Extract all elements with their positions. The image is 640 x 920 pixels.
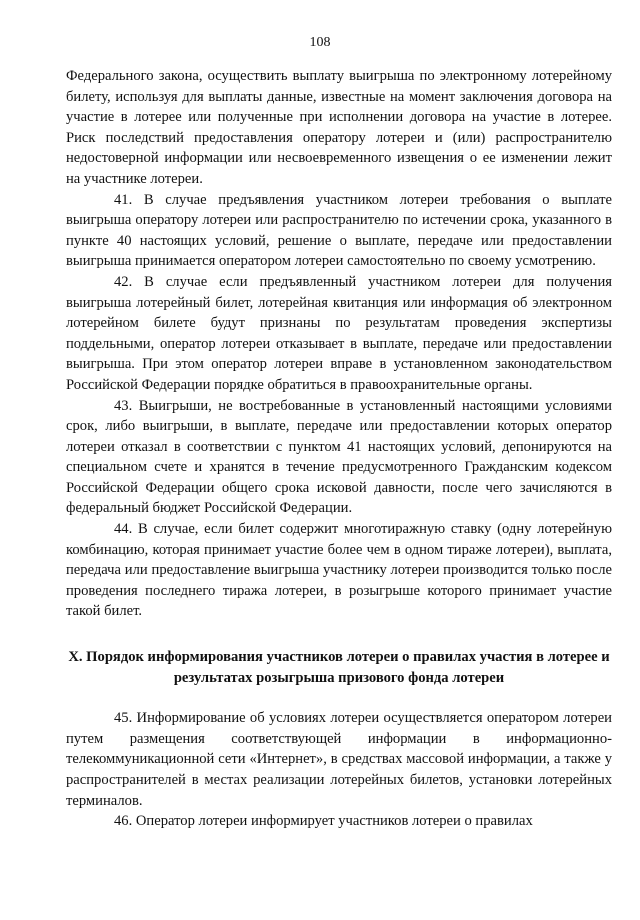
paragraph-41: 41. В случае предъявления участником лотереи требования о выплате выигрыша оператору лотереи или распространителю по истечении срока, указанного в пункте 40 настоящих условий, решение о выплате, передаче или предоставлении выигрыша принимается оператором лотереи самостоятельно по своему усмотрению. [66,191,612,270]
paragraph-continuation: Федерального закона, осуществить выплату выигрыша по электронному лотерейному билету, используя для выплаты данные, известные на момент заключения договора на участие в лотерее или полученные при исполнении договора на участие в лотерее. Риск последствий предоставления оператору лотереи и (или) распространителю недостоверной информации или несвоевременного извещения о ее изменении лежит на участнике лотереи. [66,68,612,187]
page-number: 108 [309,35,331,50]
paragraph-43: 43. Выигрыши, не востребованные в установленный настоящими условиями срок, либо выигрыши, в выплате, передаче или предоставлении которых оператор лотереи отказал в соответствии с пунктом 41 настоящих условий, депонируются на специальном счете и хранятся в течение предусмотренного Гражданским кодексом Российской Федерации общего срока исковой давности, после чего зачисляются в федеральный бюджет Российской Федерации. [66,397,612,517]
paragraph-46: 46. Оператор лотереи информирует участников лотереи о правилах [114,813,533,830]
paragraph-42: 42. В случае если предъявленный участником лотереи для получения выигрыша лотерейный билет, лотерейная квитанция или информация об электронном лотерейном билете будут признаны по результатам проведения экспертизы поддельными, оператор лотереи отказывает в выплате, передаче или предоставлении выигрыша. При этом оператор лотереи вправе в установленном законодательством Российской Федерации порядке обратиться в правоохранительные органы. [66,273,612,393]
paragraph-44: 44. В случае, если билет содержит многотиражную ставку (одну лотерейную комбинацию, которая принимает участие более чем в одном тираже лотереи), выплата, передача или предоставление выигрыша участнику лотереи производится только после проведения последнего тиража лотереи, в розыгрыше которого принимает участие такой билет. [66,521,612,620]
paragraph-45: 45. Информирование об условиях лотереи осуществляется оператором лотереи путем размещения соответствующей информации в информационно-телекоммуникационной сети «Интернет», в средствах массовой информации, а также у распространителей в местах реализации лотерейных билетов, установки лотерейных терминалов. [66,710,612,809]
document-body [66,66,612,832]
section-heading: X. Порядок информирования участников лотереи о правилах участия в лотерее и результатах розыгрыша призового фонда лотереи [68,649,610,686]
